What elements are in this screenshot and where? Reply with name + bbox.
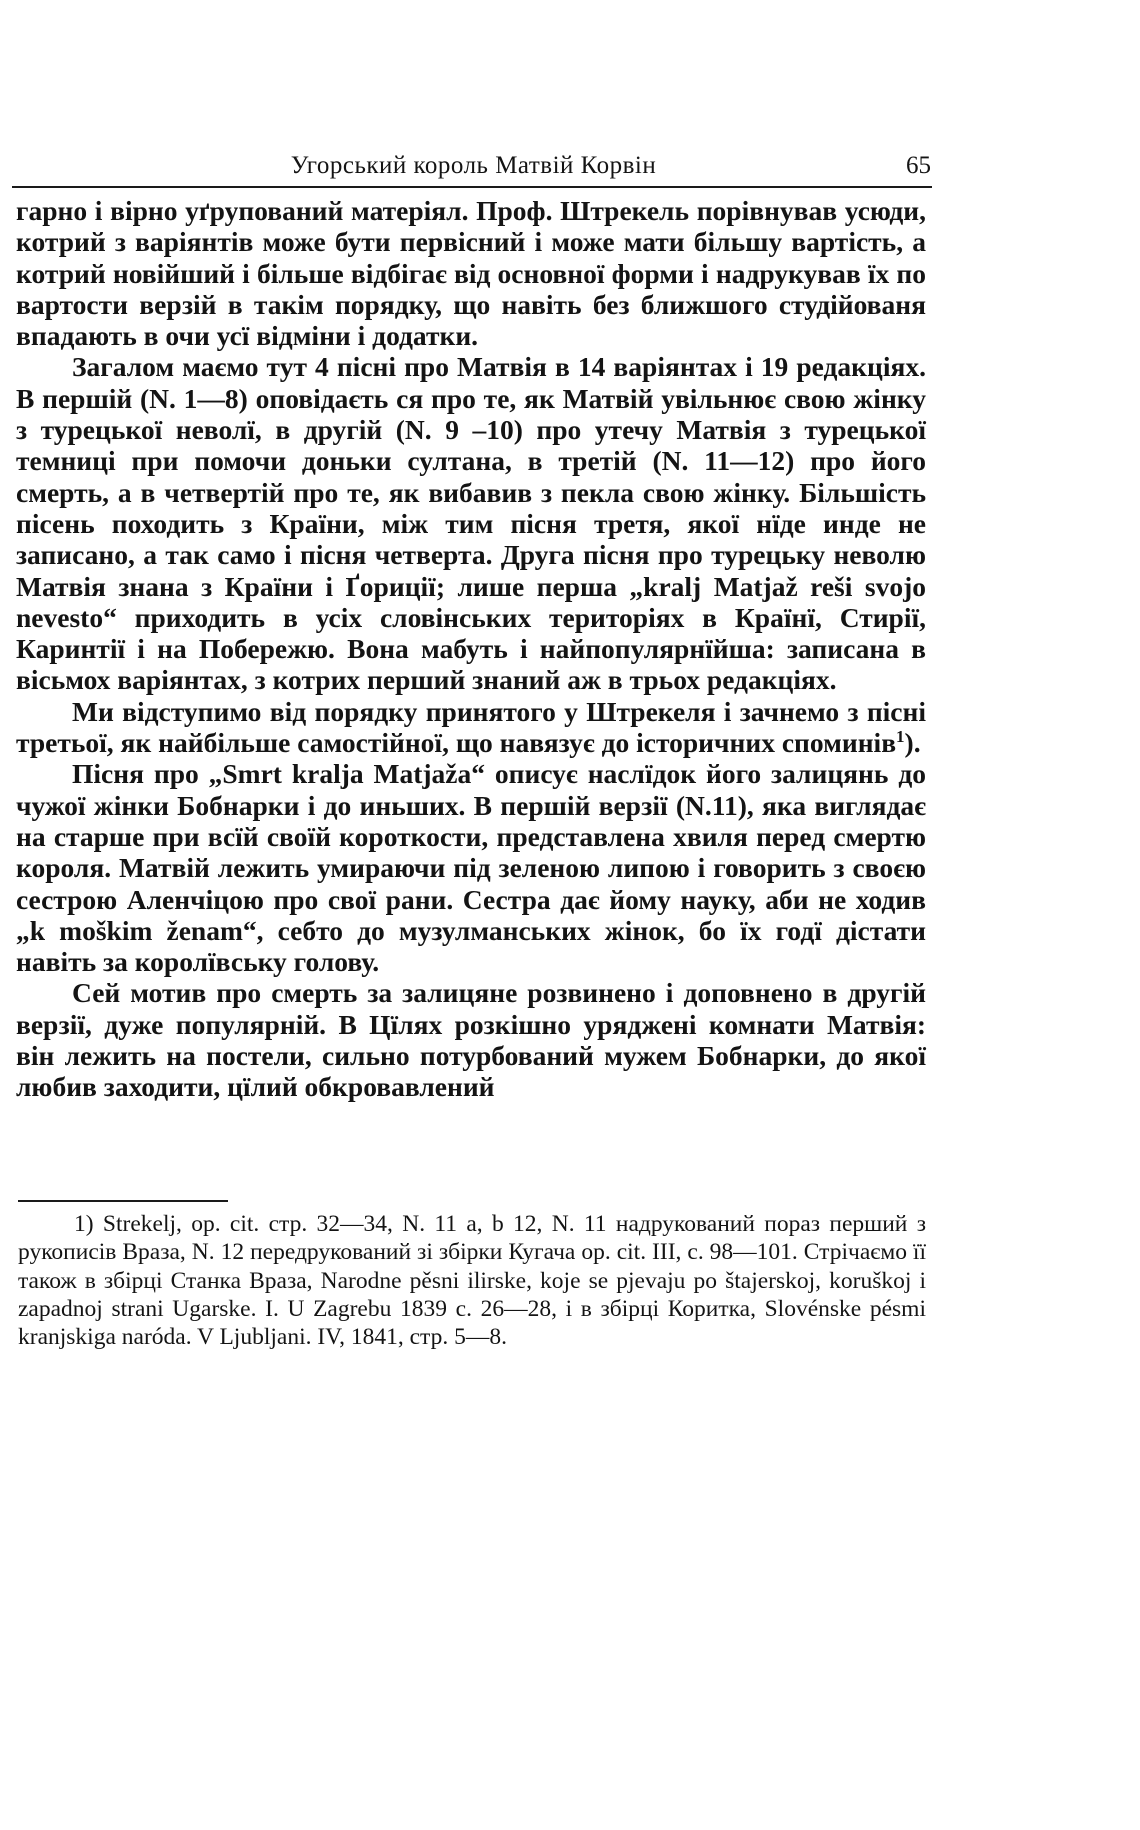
footnote-reference[interactable]: 1 [896,726,905,746]
running-title: Угорський король Матвій Корвін [290,152,657,179]
footnote-rule [18,1200,228,1202]
paragraph-song-death: Пісня про „Smrt kralja Matjaža“ описує наслїдок його залицянь до чужої жінки Бобнарки і до иньших. В першій верзії (N.11), яка виглядає на старше при всїй своїй короткости, представлена хвиля перед смертю короля. Матвій лежить умираючи під зеленою липою і говорить з своєю сестрою Аленчіцою про свої рани. Сестра дає йому науку, аби не ходив „k moškim ženam“, себто до музулманських жінок, бо їх годї дістати навіть за королївську голову. [16,758,926,978]
footnote-marker-tail: ) [85,1211,94,1237]
running-head [16,152,931,184]
footnote-marker: 1 [74,1211,86,1237]
paragraph-continuation: гарно і вірно уґрупований матеріял. Проф. Штрекель порівнував усюди, котрий з варіянтів може бути первісний і може мати більшу вартість, а котрий новійший і більше відбігає від основної форми і надрукував їх по вартости верзій в такім порядку, що навіть без ближшого студійованя впадають в очи усї відміни і додатки. [16,195,926,352]
header-rule [12,186,932,188]
paragraph-summary: Загалом маємо тут 4 пісні про Матвія в 14 варіянтах і 19 редакціях. В першій (N. 1—8) оповідаєть ся про те, як Матвій увільнює свою жінку з турецької неволї, в другій (N. 9 –10) про утечу Матвія з турецької темниці при помочи доньки султана, в третій (N. 11—12) про його смерть, а в четвертій про те, як вибавив з пекла свою жінку. Більшість пісень походить з Країни, між тим пісня третя, якої нїде инде не записано, а так само і пісня четверта. Друга пісня про турецьку неволю Матвія знана з Країни і Ґориції; лише перша „kralj Matjaž reši svojo nevesto“ приходить в усіх словінських територіях в Країнї, Стирії, Каринтії і на Побережю. Вона мабуть і найпопулярнїйша: записана в вісьмох варіянтах, з котрих перший знаний аж в трьох редакціях. [16,351,926,696]
page-number: 65 [906,152,931,179]
paragraph-order-text: Ми відступимо від порядку принятого у Штрекеля і зачнемо з пісні третьої, як найбільше самостійної, що навязує до історичних споминів [16,695,926,759]
footnote [18,1210,926,1351]
footnote-reference-tail: ). [904,727,921,759]
main-text [16,195,926,1103]
footnote-text: Strekelj, op. cit. стр. 32—34, N. 11 a, b 12, N. 11 надрукований пораз перший з рукописів Враза, N. 12 передрукований зі збірки Кугача op. cit. III, c. 98—101. Стрічаємо її також в збірці Станка Враза, Narodne pěsni ilirske, koje se pjevaju po štajerskoj, koruškoj i zapadnoj strani Ugarske. I. U Zagrebu 1839 c. 26—28, і в збірці Коритка, Slovénske pésmi kranjskiga naróda. V Ljubljani. IV, 1841, стр. 5—8. [18,1211,926,1351]
paragraph-order [16,696,926,759]
paragraph-motif: Сей мотив про смерть за залицяне розвинено і доповнено в другій верзії, дуже популярній. В Цїлях розкішно уряджені комнати Матвія: він лежить на постели, сильно потурбований мужем Бобнарки, до якої любив заходити, цїлий обкровавлений [16,977,926,1103]
